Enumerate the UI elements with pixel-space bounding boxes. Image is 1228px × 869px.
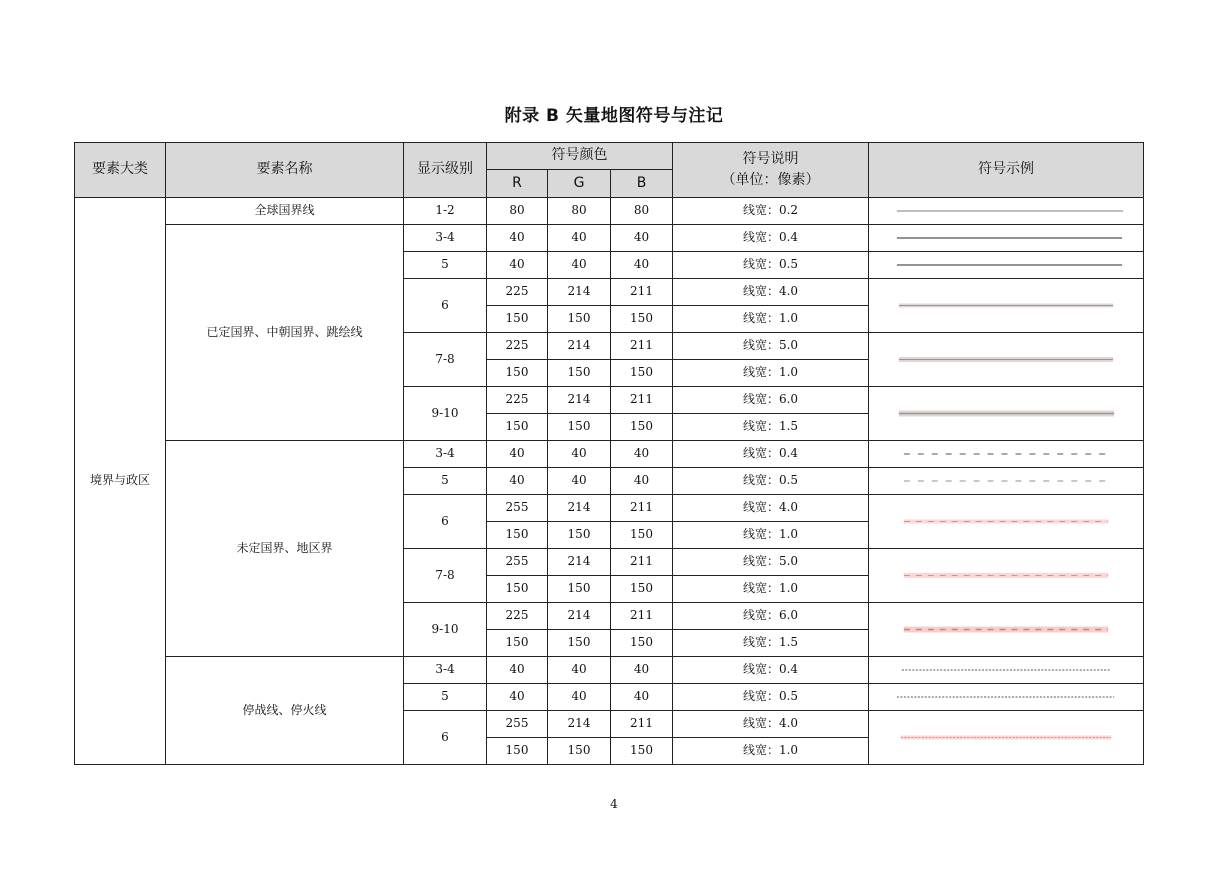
display-level: 5 (404, 252, 487, 279)
feature-name: 已定国界、中朝国界、跳绘线 (166, 225, 404, 441)
symbol-desc: 线宽：0.4 (673, 441, 869, 468)
display-level: 9-10 (404, 603, 487, 657)
color-b: 150 (611, 738, 673, 765)
symbol-desc: 线宽：1.0 (673, 576, 869, 603)
color-g: 150 (548, 306, 611, 333)
color-r: 225 (487, 333, 548, 360)
symbol-desc: 线宽：5.0 (673, 549, 869, 576)
color-r: 40 (487, 684, 548, 711)
color-g: 40 (548, 252, 611, 279)
color-g: 150 (548, 522, 611, 549)
header-level: 显示级别 (404, 143, 487, 198)
color-r: 150 (487, 306, 548, 333)
color-g: 40 (548, 225, 611, 252)
display-level: 3-4 (404, 657, 487, 684)
symbol-sample-pink-dashed (869, 495, 1144, 549)
symbol-desc: 线宽：0.2 (673, 198, 869, 225)
color-r: 40 (487, 468, 548, 495)
color-g: 80 (548, 198, 611, 225)
symbol-desc: 线宽：1.0 (673, 306, 869, 333)
table-row (75, 198, 1144, 225)
category-cell: 境界与政区 (75, 198, 166, 765)
color-r: 150 (487, 522, 548, 549)
color-b: 150 (611, 576, 673, 603)
display-level: 1-2 (404, 198, 487, 225)
display-level: 7-8 (404, 333, 487, 387)
color-g: 214 (548, 549, 611, 576)
symbol-desc: 线宽：1.0 (673, 738, 869, 765)
color-r: 40 (487, 225, 548, 252)
color-g: 40 (548, 684, 611, 711)
symbol-desc: 线宽：1.5 (673, 414, 869, 441)
display-level: 7-8 (404, 549, 487, 603)
color-b: 211 (611, 495, 673, 522)
header-desc (673, 143, 869, 198)
display-level: 6 (404, 279, 487, 333)
color-r: 255 (487, 495, 548, 522)
color-b: 211 (611, 603, 673, 630)
symbol-sample-dotted (869, 657, 1144, 684)
color-g: 214 (548, 495, 611, 522)
symbol-sample-double-line (869, 279, 1144, 333)
color-g: 40 (548, 441, 611, 468)
symbol-desc: 线宽：0.5 (673, 684, 869, 711)
color-g: 150 (548, 576, 611, 603)
symbol-sample-dashed (869, 468, 1144, 495)
color-g: 40 (548, 657, 611, 684)
color-b: 150 (611, 306, 673, 333)
header-r: R (487, 170, 548, 198)
header-color: 符号颜色 (487, 143, 673, 170)
color-b: 80 (611, 198, 673, 225)
symbol-desc: 线宽：4.0 (673, 495, 869, 522)
color-g: 150 (548, 360, 611, 387)
display-level: 5 (404, 468, 487, 495)
color-g: 150 (548, 414, 611, 441)
symbol-desc: 线宽：4.0 (673, 711, 869, 738)
color-g: 214 (548, 387, 611, 414)
color-r: 225 (487, 279, 548, 306)
feature-name: 全球国界线 (166, 198, 404, 225)
color-r: 40 (487, 657, 548, 684)
display-level: 5 (404, 684, 487, 711)
color-r: 40 (487, 441, 548, 468)
symbol-desc: 线宽：0.5 (673, 468, 869, 495)
symbol-desc: 线宽：0.4 (673, 657, 869, 684)
display-level: 6 (404, 711, 487, 765)
symbol-desc: 线宽：0.5 (673, 252, 869, 279)
color-r: 225 (487, 387, 548, 414)
table-row (75, 225, 1144, 252)
symbol-sample-dotted (869, 684, 1144, 711)
color-g: 150 (548, 630, 611, 657)
color-b: 150 (611, 630, 673, 657)
color-g: 214 (548, 603, 611, 630)
feature-name: 未定国界、地区界 (166, 441, 404, 657)
color-b: 40 (611, 684, 673, 711)
display-level: 3-4 (404, 441, 487, 468)
header-desc-line2: （单位：像素） (721, 171, 820, 188)
symbol-sample-pink-dotted (869, 711, 1144, 765)
color-r: 150 (487, 360, 548, 387)
color-r: 40 (487, 252, 548, 279)
header-b: B (611, 170, 673, 198)
symbol-sample-thin-dark (869, 225, 1144, 252)
display-level: 9-10 (404, 387, 487, 441)
symbol-desc: 线宽：6.0 (673, 603, 869, 630)
color-r: 255 (487, 711, 548, 738)
symbol-sample-thin-dark (869, 252, 1144, 279)
color-b: 40 (611, 225, 673, 252)
symbol-desc: 线宽：1.0 (673, 522, 869, 549)
table-row (75, 657, 1144, 684)
page-title: 附录 B 矢量地图符号与注记 (504, 106, 724, 126)
color-b: 150 (611, 414, 673, 441)
symbol-desc: 线宽：4.0 (673, 279, 869, 306)
color-r: 150 (487, 738, 548, 765)
color-b: 211 (611, 333, 673, 360)
color-g: 40 (548, 468, 611, 495)
color-g: 214 (548, 279, 611, 306)
color-r: 150 (487, 414, 548, 441)
color-r: 150 (487, 630, 548, 657)
display-level: 6 (404, 495, 487, 549)
header-desc-line1: 符号说明 (742, 151, 799, 168)
symbol-sample-double-line (869, 333, 1144, 387)
color-b: 40 (611, 441, 673, 468)
header-category: 要素大类 (75, 143, 166, 198)
symbol-desc: 线宽：6.0 (673, 387, 869, 414)
color-b: 40 (611, 468, 673, 495)
color-r: 255 (487, 549, 548, 576)
color-b: 40 (611, 252, 673, 279)
symbol-desc: 线宽：1.0 (673, 360, 869, 387)
symbol-table (74, 142, 1144, 765)
symbol-sample-thin-gray (869, 198, 1144, 225)
color-r: 225 (487, 603, 548, 630)
symbol-sample-pink-dashed (869, 549, 1144, 603)
color-b: 211 (611, 549, 673, 576)
symbol-sample-dashed (869, 441, 1144, 468)
symbol-desc: 线宽：0.4 (673, 225, 869, 252)
header-name: 要素名称 (166, 143, 404, 198)
color-r: 150 (487, 576, 548, 603)
symbol-desc: 线宽：1.5 (673, 630, 869, 657)
color-r: 80 (487, 198, 548, 225)
color-g: 150 (548, 738, 611, 765)
color-g: 214 (548, 711, 611, 738)
color-b: 211 (611, 387, 673, 414)
table-row (75, 441, 1144, 468)
color-b: 211 (611, 711, 673, 738)
header-g: G (548, 170, 611, 198)
color-b: 40 (611, 657, 673, 684)
color-b: 211 (611, 279, 673, 306)
display-level: 3-4 (404, 225, 487, 252)
header-sample: 符号示例 (869, 143, 1144, 198)
symbol-desc: 线宽：5.0 (673, 333, 869, 360)
color-b: 150 (611, 522, 673, 549)
symbol-sample-pink-dashed (869, 603, 1144, 657)
color-g: 214 (548, 333, 611, 360)
page-number: 4 (610, 797, 618, 811)
feature-name: 停战线、停火线 (166, 657, 404, 765)
symbol-sample-double-line (869, 387, 1144, 441)
color-b: 150 (611, 360, 673, 387)
